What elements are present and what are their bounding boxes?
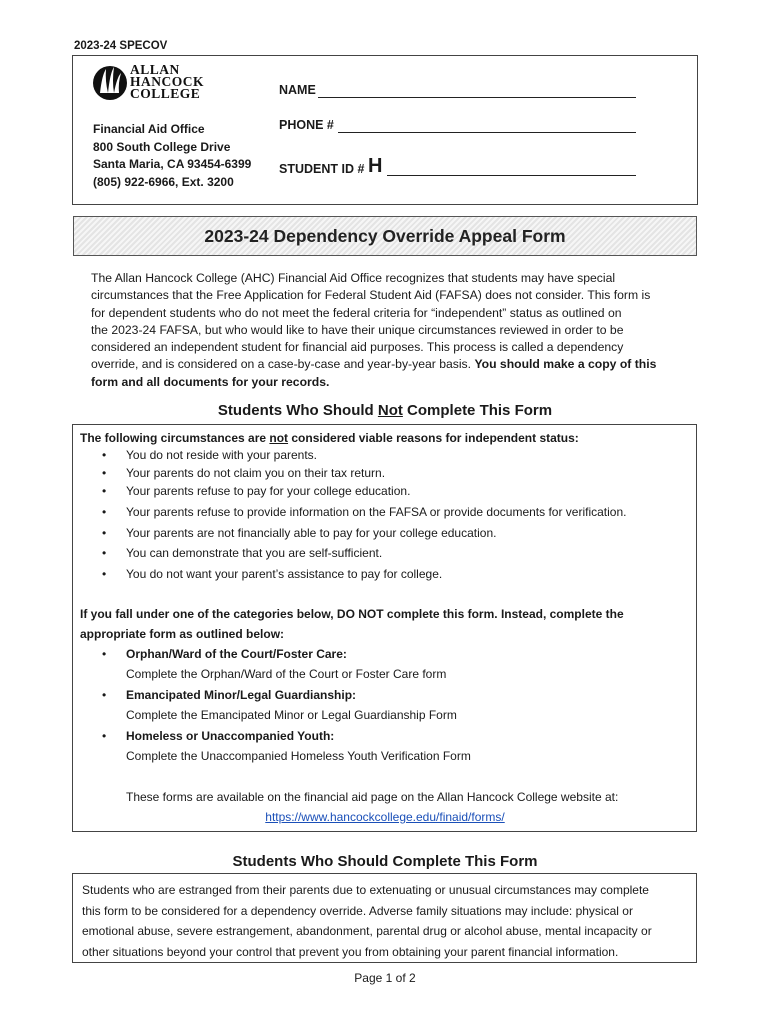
section-not-title-pre: Students Who Should <box>217 402 378 419</box>
intro-line: considered an independent student for financial aid purposes. This process is called a dependency <box>91 340 624 355</box>
office-address <box>93 121 251 191</box>
list-item: You can demonstrate that you are self-sufficient. <box>126 546 383 560</box>
logo-line-2: HANCOCK <box>130 74 204 89</box>
bullet-icon: • <box>102 729 107 743</box>
college-logo <box>92 63 232 105</box>
document-code: 2023-24 SPECOV <box>74 40 168 52</box>
eligible-line: emotional abuse, severe estrangement, abandonment, parental drug or alcohol abuse, mental incapacity or <box>82 924 652 938</box>
phone-label: PHONE # <box>279 118 334 132</box>
name-field[interactable] <box>318 97 636 98</box>
list-item: You do not reside with your parents. <box>126 448 318 462</box>
eligible-line: this form to be considered for a dependency override. Adverse family situations may include: physical or <box>82 903 633 918</box>
office-street: 800 South College Drive <box>93 139 231 154</box>
lead-pre: The following circumstances are <box>80 431 270 445</box>
categories-intro-line-1: If you fall under one of the categories below, DO NOT complete this form. Instead, complete the <box>80 607 624 621</box>
intro-line-7: form and all documents for your records. <box>91 374 330 389</box>
categories-intro-line-2: appropriate form as outlined below: <box>80 627 285 641</box>
lead-underlined: not <box>269 431 289 445</box>
forms-link[interactable]: https://www.hancockcollege.edu/finaid/forms/ <box>265 810 505 824</box>
list-item: Your parents do not claim you on their tax return. <box>126 466 386 480</box>
list-item: Your parents refuse to provide information on the FAFSA or provide documents for verification. <box>126 505 627 519</box>
student-id-prefix: H <box>368 155 383 177</box>
logo-line-3: COLLEGE <box>130 86 201 101</box>
intro-paragraph <box>91 270 681 391</box>
logo-line-1: ALLAN <box>130 62 180 77</box>
form-title-box <box>73 216 697 256</box>
category-heading: Orphan/Ward of the Court/Foster Care: <box>126 647 347 661</box>
list-item: Your parents refuse to pay for your college education. <box>126 484 411 498</box>
forms-availability: These forms are available on the financial aid page on the Allan Hancock College website at: <box>126 790 619 804</box>
category-heading: Homeless or Unaccompanied Youth: <box>126 729 335 743</box>
not-eligible-lead <box>80 431 579 445</box>
intro-line: circumstances that the Free Application for Federal Student Aid (FAFSA) does not consider. This form is <box>91 288 651 303</box>
bullet-icon: • <box>102 567 107 581</box>
flame-icon <box>92 63 128 103</box>
eligible-line: Students who are estranged from their parents due to extenuating or unusual circumstances may complete <box>82 883 649 897</box>
intro-line-6-bold: You should make a copy of this <box>474 357 657 372</box>
eligible-paragraph <box>82 880 652 962</box>
section-should-title: Students Who Should Complete This Form <box>232 853 538 870</box>
bullet-icon: • <box>102 448 107 462</box>
category-heading: Emancipated Minor/Legal Guardianship: <box>126 688 357 702</box>
intro-line-6-plain: override, and is considered on a case-by-case and year-by-year basis. <box>91 357 475 372</box>
form-title: 2023-24 Dependency Override Appeal Form <box>204 226 566 246</box>
page-number: Page 1 of 2 <box>354 971 416 985</box>
phone-field[interactable] <box>338 132 636 133</box>
section-not-title-underlined: Not <box>377 402 403 419</box>
name-label: NAME <box>279 83 316 97</box>
bullet-icon: • <box>102 526 107 540</box>
category-form: Complete the Orphan/Ward of the Court or Foster Care form <box>126 667 447 681</box>
student-id-field[interactable] <box>387 175 636 176</box>
intro-line: The Allan Hancock College (AHC) Financial Aid Office recognizes that students may have special <box>91 271 616 285</box>
bullet-icon: • <box>102 466 107 480</box>
category-form: Complete the Unaccompanied Homeless Youth Verification Form <box>126 749 471 763</box>
office-city: Santa Maria, CA 93454-6399 <box>93 157 252 171</box>
intro-line <box>91 356 681 373</box>
bullet-icon: • <box>102 546 107 560</box>
list-item: You do not want your parent’s assistance to pay for college. <box>126 567 443 581</box>
bullet-icon: • <box>102 505 107 519</box>
forms-link-wrap <box>0 810 770 824</box>
intro-line: the 2023-24 FAFSA, but who would like to have their unique circumstances reviewed in order to be <box>91 322 624 337</box>
section-not-title-post: Complete This Form <box>402 402 553 419</box>
eligible-line: other situations beyond your control that prevent you from obtaining your parent financial information. <box>82 944 619 959</box>
lead-post: considered viable reasons for independent status: <box>288 431 579 445</box>
category-form: Complete the Emancipated Minor or Legal Guardianship Form <box>126 708 457 722</box>
bullet-icon: • <box>102 688 107 702</box>
section-not-title <box>0 402 770 419</box>
bullet-icon: • <box>102 484 107 498</box>
list-item: Your parents are not financially able to pay for your college education. <box>126 526 497 540</box>
office-name: Financial Aid Office <box>93 122 205 136</box>
bullet-icon: • <box>102 647 107 661</box>
office-phone: (805) 922-6966, Ext. 3200 <box>93 174 234 189</box>
student-id-label: STUDENT ID # <box>279 162 365 176</box>
intro-line: for dependent students who do not meet the federal criteria for “independent” status as outlined on <box>91 305 622 320</box>
